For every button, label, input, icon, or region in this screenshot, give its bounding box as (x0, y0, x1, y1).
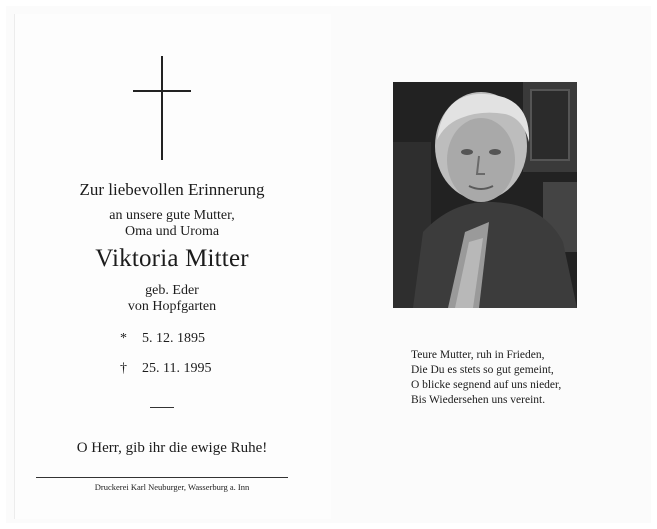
prayer-text: O Herr, gib ihr die ewige Ruhe! (76, 440, 268, 456)
memorial-poem (411, 348, 561, 408)
origin: von Hopfgarten (127, 299, 217, 314)
birth-date-line (120, 331, 205, 347)
poem-line: Bis Wiedersehen uns vereint. (411, 394, 546, 406)
divider-dash (150, 407, 174, 408)
dedication-line-1: an unsere gute Mutter, (109, 208, 235, 223)
deceased-name: Viktoria Mitter (95, 245, 249, 272)
poem-line: O blicke segnend auf uns nieder, (411, 379, 562, 391)
birth-name: geb. Eder (145, 283, 199, 298)
portrait-photo (393, 82, 577, 308)
intro-text: Zur liebevollen Erinnerung (79, 180, 265, 199)
poem-line: Die Du es stets so gut gemeint, (411, 364, 554, 376)
death-date-line (120, 361, 211, 377)
birth-symbol: * (120, 331, 127, 346)
death-date: 25. 11. 1995 (142, 361, 212, 376)
poem-line: Teure Mutter, ruh in Frieden, (411, 349, 545, 361)
printer-credit: Druckerei Karl Neuburger, Wasserburg a. Inn (94, 482, 250, 492)
cross-icon (133, 56, 191, 160)
dedication-line-2: Oma und Uroma (124, 224, 220, 239)
death-symbol: † (120, 361, 127, 376)
printer-rule (36, 477, 288, 478)
birth-date: 5. 12. 1895 (142, 331, 205, 346)
